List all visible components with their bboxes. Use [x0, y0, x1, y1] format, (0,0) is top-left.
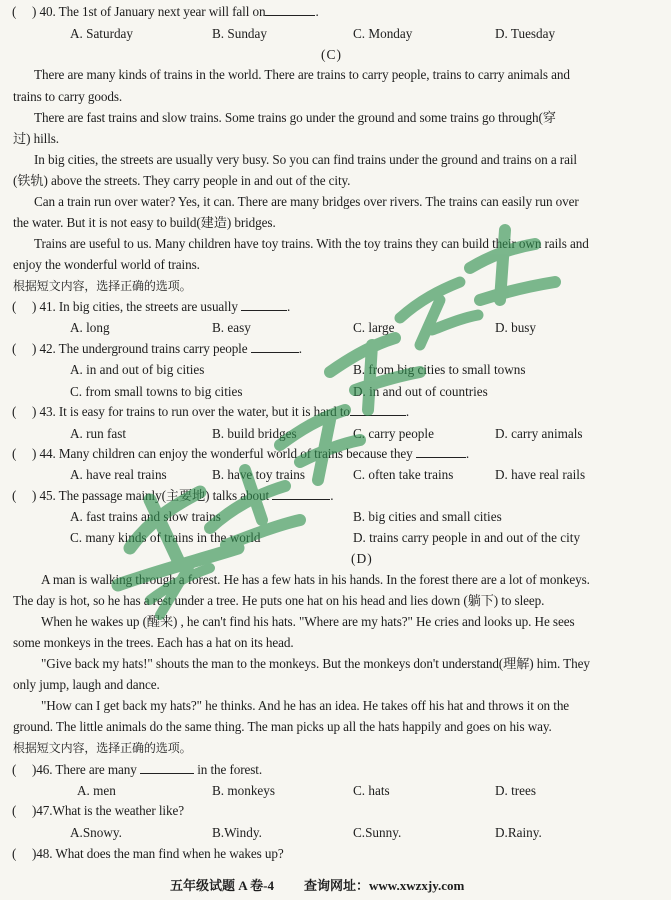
question-47: ( )47.What is the weather like? [12, 803, 184, 818]
option-b: B. build bridges [212, 426, 297, 441]
option-a: A. have real trains [70, 467, 167, 482]
option-a: A. run fast [70, 426, 127, 441]
option-c: C. often take trains [353, 467, 454, 482]
passage-line: (铁轨) above the streets. They carry people in and out of the city. [13, 173, 351, 188]
passage-line: the water. But it is not easy to build(建造) bridges. [13, 215, 276, 230]
option-b: B. easy [212, 320, 251, 335]
question-stem: ) 44. Many children can enjoy the wonderful world of trains because they [32, 446, 413, 461]
option-a: A. men [77, 783, 116, 798]
question-46: ( )46. There are many in the forest. [12, 762, 263, 777]
question-stem: ) 45. The passage mainly(主要地) talks about [32, 488, 270, 503]
passage-line: "Give back my hats!" shouts the man to the monkeys. But the monkeys don't understand(理解) him. They [41, 656, 590, 671]
answer-blank [416, 446, 466, 458]
option-d: D. carry animals [495, 426, 583, 441]
option-b: B. have toy trains [212, 467, 306, 482]
passage-line: When he wakes up (醒来) , he can't find his hats. "Where are my hats?" He cries and looks up. He sees [41, 614, 575, 629]
question-40: ( ) 40. The 1st of January next year will fall on . [12, 4, 319, 19]
question-stem: )46. There are many [32, 762, 137, 777]
option-c: C. hats [353, 783, 390, 798]
option-a: A. fast trains and slow trains [70, 509, 221, 524]
passage-line: "How can I get back my hats?" he thinks. And he has an idea. He takes off his hat and throws it on the [41, 698, 570, 713]
question-41: ( ) 41. In big cities, the streets are usually . [12, 299, 291, 314]
option-b: B. from big cities to small towns [353, 362, 526, 377]
passage-line: In big cities, the streets are usually very busy. So you can find trains under the ground and trains on a rail [34, 152, 577, 167]
question-stem-end: in the forest. [197, 762, 263, 777]
question-48: ( )48. What does the man find when he wakes up? [12, 846, 284, 861]
option-d: D. have real rails [495, 467, 586, 482]
instruction: 根据短文内容，选择正确的选项。 [13, 741, 192, 755]
answer-blank [241, 299, 287, 311]
question-stem: ) 43. It is easy for trains to run over the water, but it is hard to [32, 404, 350, 419]
option-b: B. monkeys [212, 783, 276, 798]
option-d: D. Tuesday [495, 26, 556, 41]
question-44: ( ) 44. Many children can enjoy the wonderful world of trains because they . [12, 446, 470, 461]
footer-url: 查询网址：www.xwzxjy.com [304, 878, 465, 893]
section-title-c: (C) [321, 47, 342, 62]
passage-line: only jump, laugh and dance. [13, 677, 160, 692]
passage-line: 过) hills. [13, 131, 59, 146]
option-d: D. in and out of countries [353, 384, 488, 399]
option-b: B. big cities and small cities [353, 509, 502, 524]
footer-exam-label: 五年级试题 A 卷-4 [170, 878, 275, 893]
option-c: C. large [353, 320, 395, 335]
answer-blank [140, 762, 194, 774]
page-footer [170, 878, 494, 894]
passage-line: enjoy the wonderful world of trains. [13, 257, 200, 272]
question-45: ( ) 45. The passage mainly(主要地) talks about . [12, 488, 334, 503]
option-b: B.Windy. [212, 825, 262, 840]
option-c: C. many kinds of trains in the world [70, 530, 261, 545]
option-d: D. trains carry people in and out of the city [353, 530, 581, 545]
question-stem: )48. What does the man find when he wakes up? [32, 846, 284, 861]
option-c: C.Sunny. [353, 825, 402, 840]
passage-line: trains to carry goods. [13, 89, 123, 104]
question-stem: ) 41. In big cities, the streets are usually [32, 299, 238, 314]
option-a: A. long [70, 320, 110, 335]
option-c: C. Monday [353, 26, 413, 41]
passage-line: There are many kinds of trains in the world. There are trains to carry people, trains to carry animals and [34, 67, 570, 82]
option-d: D.Rainy. [495, 825, 542, 840]
question-stem: )47.What is the weather like? [32, 803, 184, 818]
passage-line: Trains are useful to us. Many children have toy trains. With the toy trains they can build their own rails and [34, 236, 589, 251]
question-stem: ) 42. The underground trains carry people [32, 341, 248, 356]
option-a: A.Snowy. [70, 825, 122, 840]
instruction: 根据短文内容，选择正确的选项。 [13, 279, 192, 293]
answer-blank [251, 341, 299, 353]
question-stem: ) 40. The 1st of January next year will fall on [32, 4, 266, 19]
answer-blank [350, 404, 406, 416]
option-c: C. from small towns to big cities [70, 384, 243, 399]
passage-line: ground. The little animals do the same thing. The man picks up all the hats happily and goes on his way. [13, 719, 552, 734]
passage-line: There are fast trains and slow trains. Some trains go under the ground and some trains go through(穿 [34, 110, 556, 125]
option-d: D. busy [495, 320, 537, 335]
option-a: A. in and out of big cities [70, 362, 205, 377]
passage-line: The day is hot, so he has a rest under a tree. He puts one hat on his head and lies down (躺下) to sleep. [13, 593, 545, 608]
answer-blank [272, 488, 330, 500]
question-42: ( ) 42. The underground trains carry people . [12, 341, 302, 356]
option-b: B. Sunday [212, 26, 267, 41]
option-d: D. trees [495, 783, 537, 798]
option-a: A. Saturday [70, 26, 133, 41]
passage-line: A man is walking through a forest. He has a few hats in his hands. In the forest there are a lot of monkeys. [41, 572, 590, 587]
answer-blank [265, 4, 315, 16]
option-c: C. carry people [353, 426, 434, 441]
question-43: ( ) 43. It is easy for trains to run over the water, but it is hard to . [12, 404, 410, 419]
passage-line: some monkeys in the trees. Each has a hat on its head. [13, 635, 294, 650]
section-title-d: (D) [351, 551, 373, 566]
passage-line: Can a train run over water? Yes, it can. There are many bridges over rivers. The trains can easily run over [34, 194, 579, 209]
